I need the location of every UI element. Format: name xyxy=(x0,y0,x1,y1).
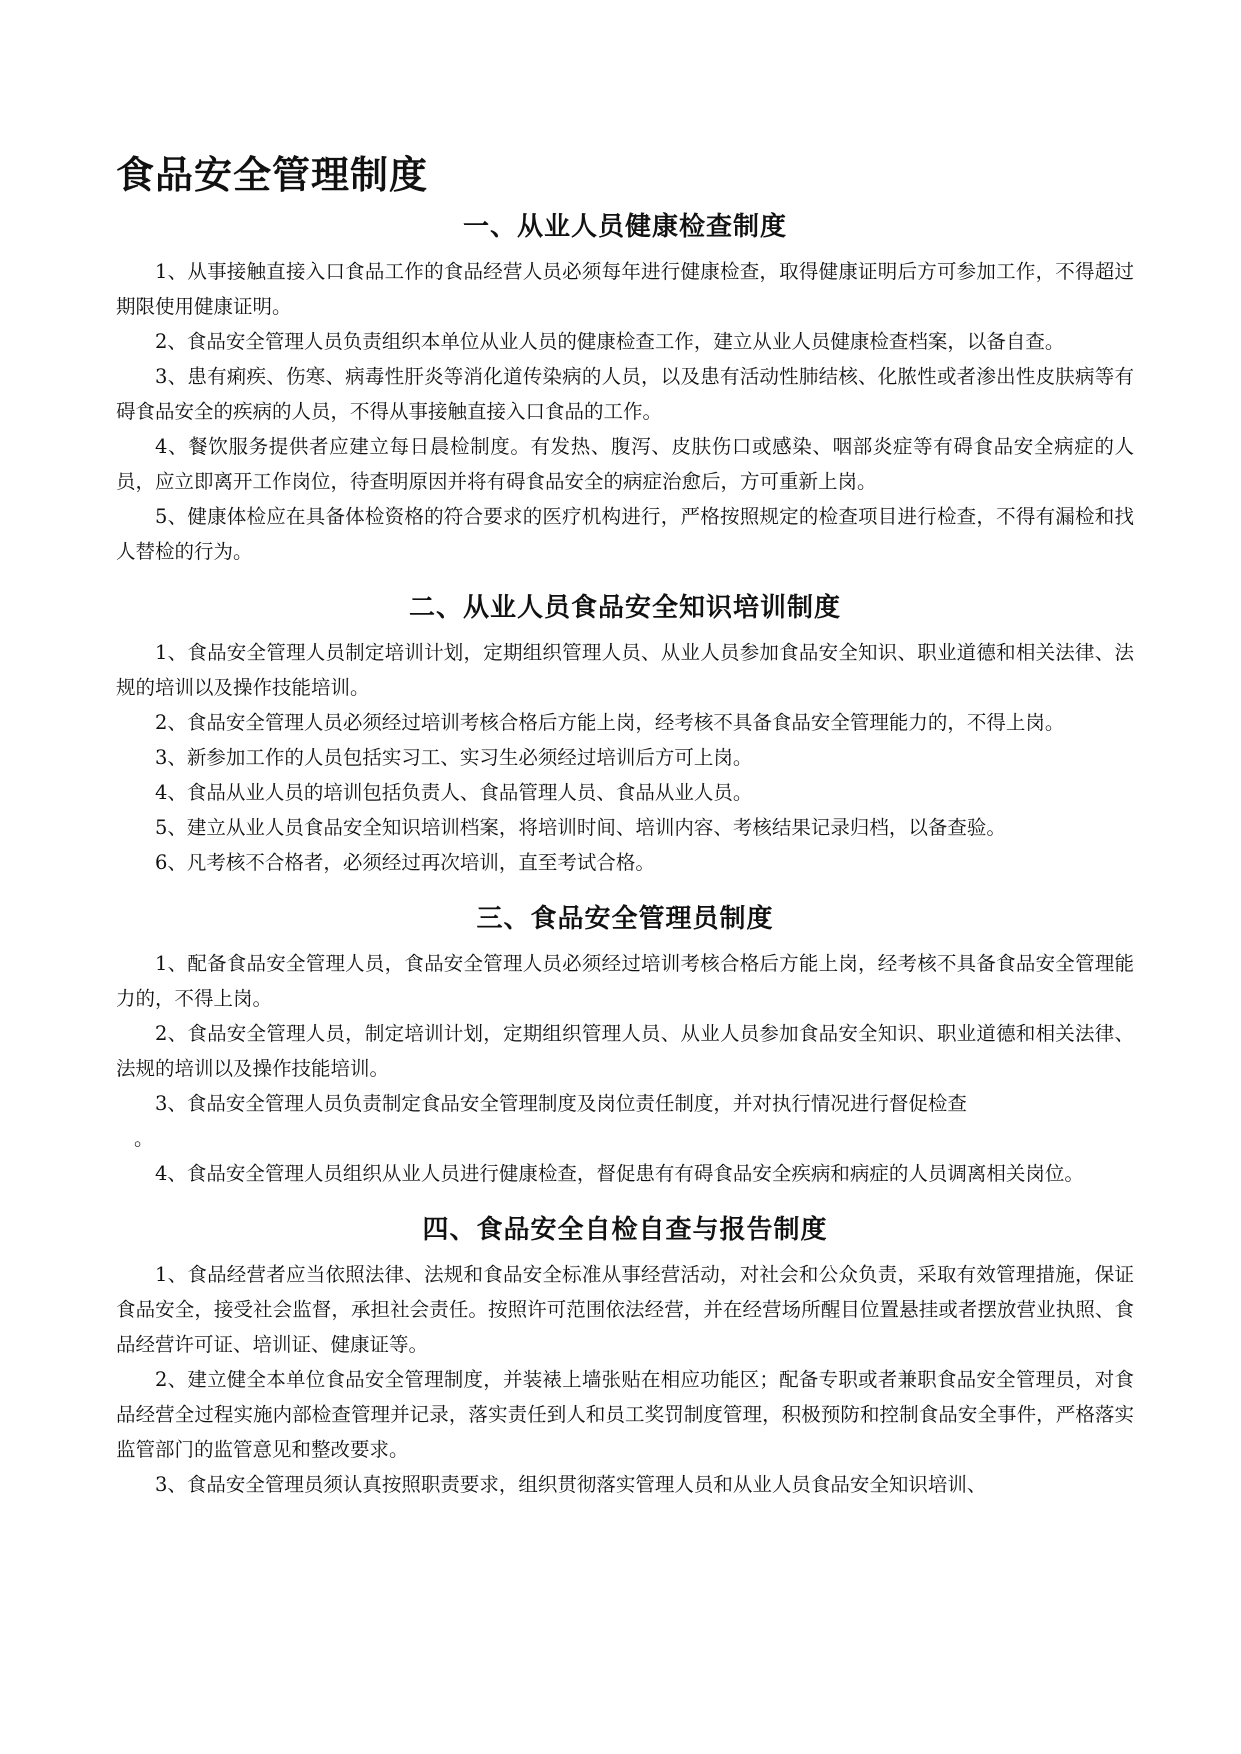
document-title: 食品安全管理制度 xyxy=(116,153,429,197)
section-health-check xyxy=(116,206,1134,569)
paragraph: 4、食品安全管理人员组织从业人员进行健康检查，督促患有有碍食品安全疾病和病症的人员调离相关岗位。 xyxy=(155,1162,1084,1185)
orphan-punctuation: 。 xyxy=(134,1127,154,1150)
section-title: 一、从业人员健康检查制度 xyxy=(462,212,787,242)
paragraph: 6、凡考核不合格者，必须经过再次培训，直至考试合格。 xyxy=(155,851,655,874)
paragraph: 3、食品安全管理员须认真按照职责要求，组织贯彻落实管理人员和从业人员食品安全知识培训、 xyxy=(155,1473,987,1496)
paragraph: 1、食品安全管理人员制定培训计划，定期组织管理人员、从业人员参加食品安全知识、职业道德和相关法律、法规的培训以及操作技能培训。 xyxy=(116,641,1134,699)
section-title: 三、食品安全管理员制度 xyxy=(476,904,774,934)
paragraph: 5、建立从业人员食品安全知识培训档案，将培训时间、培训内容、考核结果记录归档，以备查验。 xyxy=(155,816,1006,839)
paragraph: 2、建立健全本单位食品安全管理制度，并装裱上墙张贴在相应功能区；配备专职或者兼职食品安全管理员，对食品经营全过程实施内部检查管理并记录，落实责任到人和员工奖罚制度管理，积极预防和控制食品安全事件，严格落实监管部门的监管意见和整改要求。 xyxy=(116,1368,1134,1461)
section-title: 四、食品安全自检自查与报告制度 xyxy=(422,1215,828,1245)
section-safety-manager xyxy=(116,898,1134,1191)
paragraph: 2、食品安全管理人员，制定培训计划，定期组织管理人员、从业人员参加食品安全知识、职业道德和相关法律、法规的培训以及操作技能培训。 xyxy=(116,1022,1134,1080)
paragraph: 1、配备食品安全管理人员，食品安全管理人员必须经过培训考核合格后方能上岗，经考核不具备食品安全管理能力的，不得上岗。 xyxy=(116,952,1134,1010)
paragraph: 2、食品安全管理人员必须经过培训考核合格后方能上岗，经考核不具备食品安全管理能力的，不得上岗。 xyxy=(155,711,1065,734)
section-training xyxy=(116,587,1134,880)
paragraph: 2、食品安全管理人员负责组织本单位从业人员的健康检查工作，建立从业人员健康检查档案，以备自查。 xyxy=(155,330,1065,353)
paragraph: 1、食品经营者应当依照法律、法规和食品安全标准从事经营活动，对社会和公众负责，采取有效管理措施，保证食品安全，接受社会监督，承担社会责任。按照许可范围依法经营，并在经营场所醒目位置悬挂或者摆放营业执照、食品经营许可证、培训证、健康证等。 xyxy=(116,1263,1134,1356)
paragraph: 4、餐饮服务提供者应建立每日晨检制度。有发热、腹泻、皮肤伤口或感染、咽部炎症等有碍食品安全病症的人员，应立即离开工作岗位，待查明原因并将有碍食品安全的病症治愈后，方可重新上岗。 xyxy=(116,435,1134,493)
section-self-inspection xyxy=(116,1209,1134,1502)
paragraph xyxy=(116,1121,1134,1156)
paragraph: 4、食品从业人员的培训包括负责人、食品管理人员、食品从业人员。 xyxy=(155,781,753,804)
document-page xyxy=(116,150,1134,1502)
paragraph: 1、从事接触直接入口食品工作的食品经营人员必须每年进行健康检查，取得健康证明后方可参加工作，不得超过期限使用健康证明。 xyxy=(116,260,1134,318)
section-title: 二、从业人员食品安全知识培训制度 xyxy=(408,593,841,623)
paragraph: 3、新参加工作的人员包括实习工、实习生必须经过培训后方可上岗。 xyxy=(155,746,753,769)
paragraph: 5、健康体检应在具备体检资格的符合要求的医疗机构进行，严格按照规定的检查项目进行检查，不得有漏检和找人替检的行为。 xyxy=(116,505,1134,563)
paragraph: 3、食品安全管理人员负责制定食品安全管理制度及岗位责任制度，并对执行情况进行督促检查 xyxy=(155,1092,967,1115)
paragraph: 3、患有痢疾、伤寒、病毒性肝炎等消化道传染病的人员，以及患有活动性肺结核、化脓性或者渗出性皮肤病等有碍食品安全的疾病的人员，不得从事接触直接入口食品的工作。 xyxy=(116,365,1134,423)
